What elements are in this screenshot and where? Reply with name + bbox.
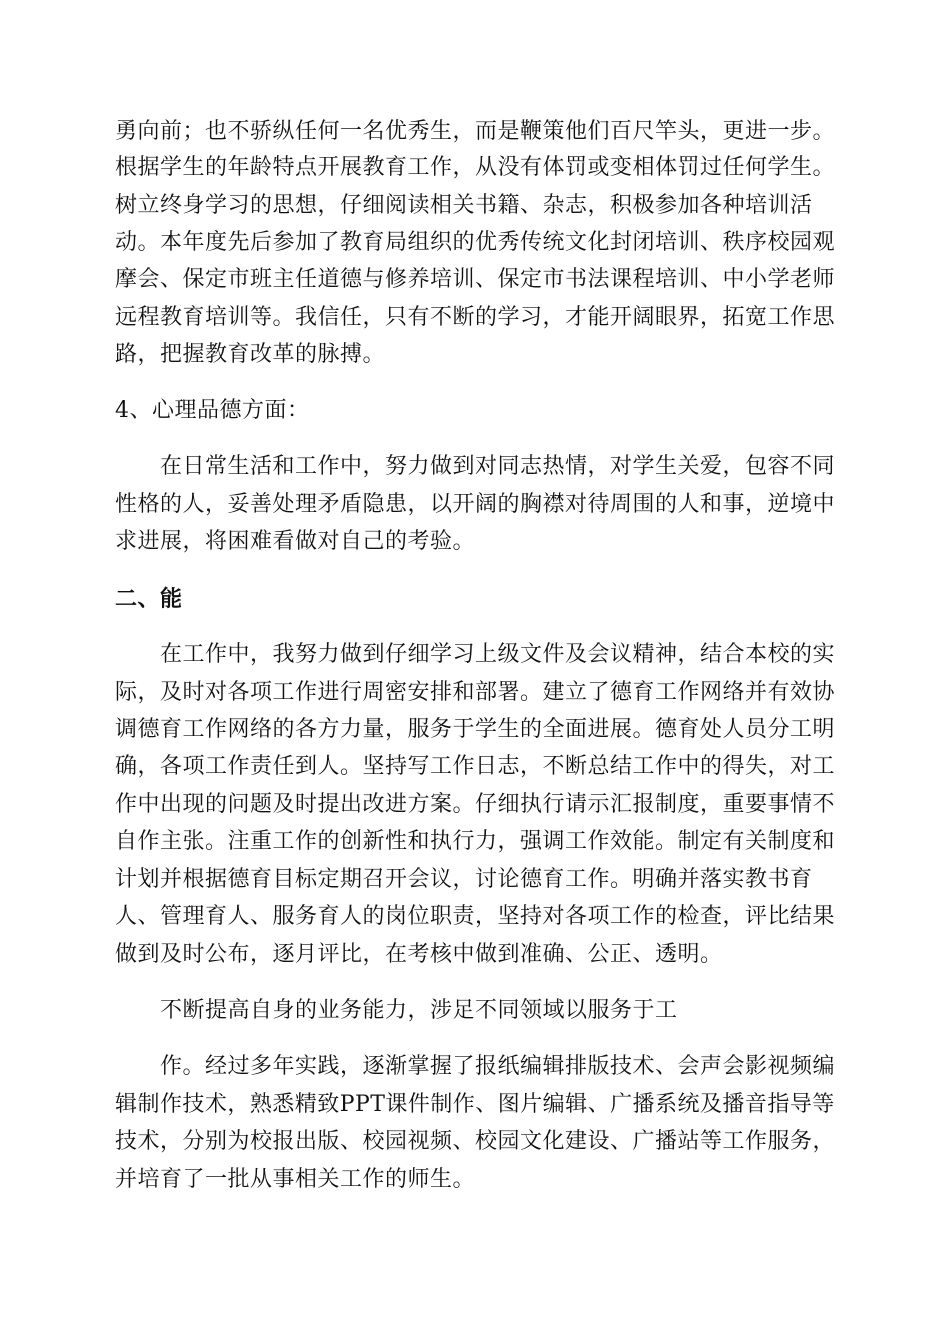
text-line: 调德育工作网络的各方力量，服务于学生的全面进展。德育处人员分工明 — [115, 717, 836, 742]
paragraph-first-line: 作。经过多年实践，逐渐掌握了报纸编辑排版技术、会声会影视频编 — [160, 1054, 836, 1079]
text-line: 树立终身学习的思想，仔细阅读相关书籍、杂志，积极参加各种培训活 — [115, 193, 813, 218]
section-heading: 二、能 — [115, 586, 183, 612]
paragraph-first-line: 在工作中，我努力做到仔细学习上级文件及会议精神，结合本校的实 — [160, 642, 836, 667]
paragraph-first-line: 在日常生活和工作中，努力做到对同志热情，对学生关爱，包容不同 — [160, 454, 836, 479]
text-line: 作中出现的问题及时提出改进方案。仔细执行请示汇报制度，重要事情不 — [115, 792, 836, 817]
text-line: 人、管理育人、服务育人的岗位职责，坚持对各项工作的检查，评比结果 — [115, 904, 836, 929]
text-line: 确，各项工作责任到人。坚持写工作日志，不断总结工作中的得失，对工 — [115, 754, 836, 779]
text-line: 勇向前；也不骄纵任何一名优秀生，而是鞭策他们百尺竿头，更进一步。 — [115, 119, 836, 144]
text-line: 并培育了一批从事相关工作的师生。 — [115, 1167, 476, 1192]
text-line: 根据学生的年龄特点开展教育工作，从没有体罚或变相体罚过任何学生。 — [115, 155, 836, 180]
text-line: 做到及时公布，逐月评比，在考核中做到准确、公正、透明。 — [115, 942, 723, 967]
text-line: 技术，分别为校报出版、校园视频、校园文化建设、广播站等工作服务， — [115, 1129, 836, 1154]
text-line: 动。本年度先后参加了教育局组织的优秀传统文化封闭培训、秩序校园观 — [115, 230, 836, 255]
text-line: 路，把握教育改革的脉搏。 — [115, 342, 386, 367]
text-line: 性格的人，妥善处理矛盾隐患，以开阔的胸襟对待周围的人和事，逆境中 — [115, 492, 836, 517]
text-line: 自作主张。注重工作的创新性和执行力，强调工作效能。制定有关制度和 — [115, 829, 836, 854]
text-line: 求进展，将困难看做对自己的考验。 — [115, 529, 476, 554]
section-heading: 4、心理品德方面： — [115, 398, 310, 423]
paragraph-first-line: 不断提高自身的业务能力，涉足不同领域以服务于工 — [160, 998, 678, 1023]
text-line: 际，及时对各项工作进行周密安排和部署。建立了德育工作网络并有效协 — [115, 680, 836, 705]
text-line: 摩会、保定市班主任道德与修养培训、保定市书法课程培训、中小学老师 — [115, 267, 836, 292]
text-line: 计划并根据德育目标定期召开会议，讨论德育工作。明确并落实教书育 — [115, 867, 813, 892]
text-line: 远程教育培训等。我信任，只有不断的学习，才能开阔眼界，拓宽工作思 — [115, 305, 836, 330]
text-line: 辑制作技术，熟悉精致PPT课件制作、图片编辑、广播系统及播音指导等 — [115, 1092, 835, 1117]
